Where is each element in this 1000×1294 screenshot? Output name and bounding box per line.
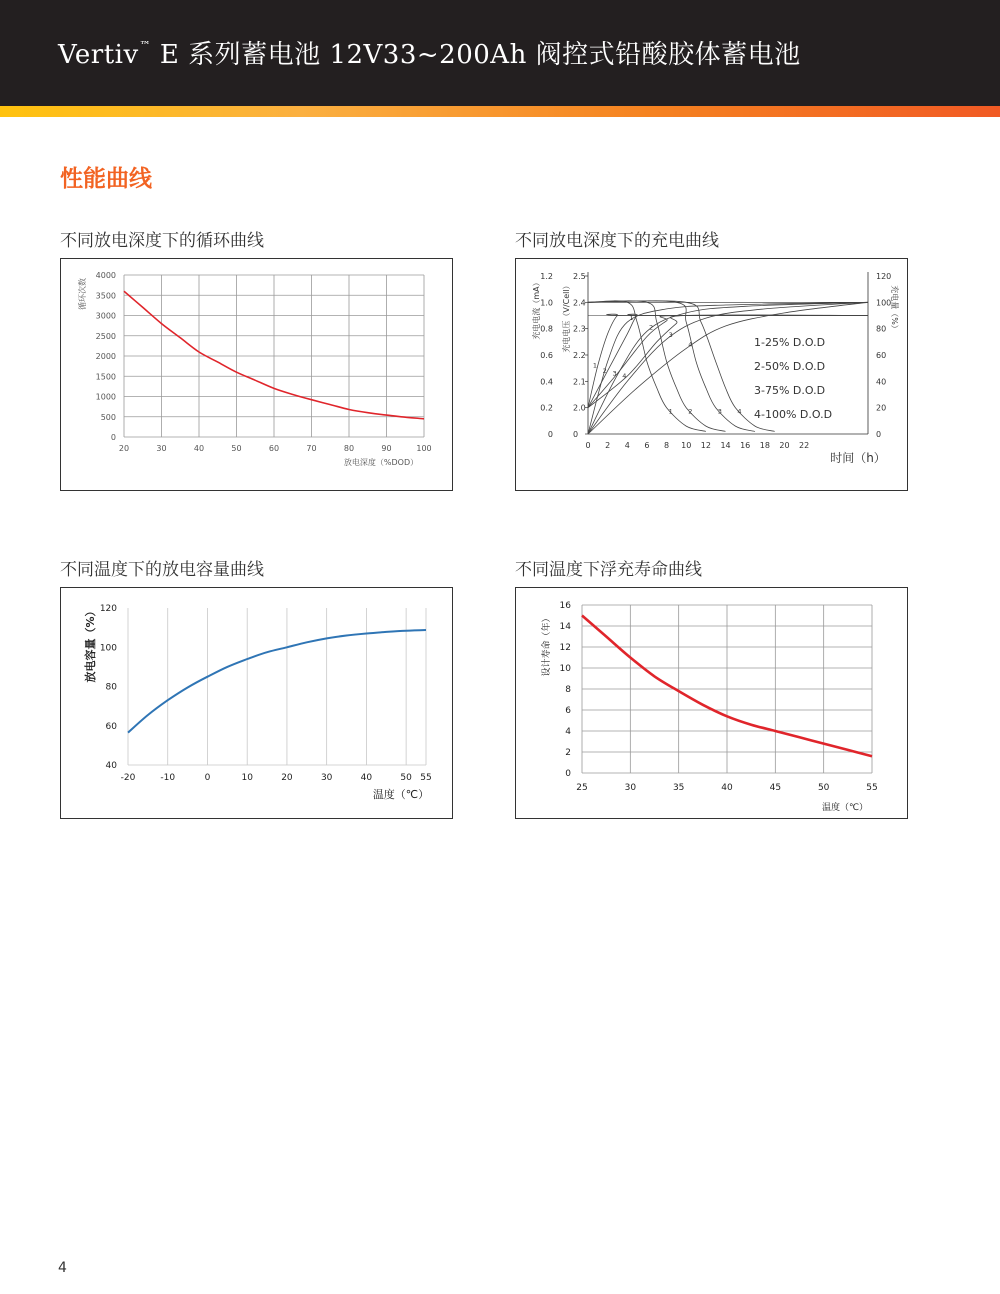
y-tick-label: 1500 [95, 372, 116, 382]
x-tick-label: 25 [576, 783, 588, 793]
y-tick-label: 2500 [95, 331, 116, 341]
y-tick-label-voltage: 2.1 [573, 377, 586, 387]
legend-entry: 3-75% D.O.D [754, 384, 826, 397]
current-curve-label: 3 [717, 407, 722, 416]
y-tick-label: 16 [559, 601, 571, 611]
x-tick-label: -10 [160, 773, 176, 783]
y-tick-label: 80 [105, 682, 117, 693]
y-tick-label: 60 [105, 721, 117, 732]
x-tick-label: 14 [720, 441, 731, 450]
y-tick-label-right: 60 [876, 351, 887, 360]
chart-temp-capacity [60, 587, 453, 819]
x-tick-label: 50 [231, 444, 242, 453]
header-bar [0, 0, 1000, 106]
y-axis-label-current: 充电电流（mA） [532, 278, 541, 340]
x-tick-label: 45 [769, 783, 782, 793]
y-axis-label: 循环次数 [78, 278, 87, 310]
y-tick-label: 3500 [95, 291, 116, 301]
y-tick-label: 2000 [95, 352, 116, 361]
chart-float-life [515, 587, 908, 819]
x-tick-label: 60 [268, 444, 280, 453]
y-tick-label: 8 [565, 685, 571, 695]
legend-entry: 1-25% D.O.D [754, 336, 826, 349]
y-tick-label: 40 [105, 761, 117, 771]
float-life-plot [516, 588, 909, 820]
temp-capacity-plot [61, 588, 454, 820]
x-tick-label: 30 [156, 444, 167, 453]
y-tick-label-right: 40 [876, 377, 887, 387]
brand-name: Vertiv [58, 40, 139, 70]
x-axis-label: 温度（℃） [821, 803, 869, 813]
y-tick-label-right: 0 [876, 430, 882, 439]
chart-title-temp-capacity: 不同温度下的放电容量曲线 [60, 560, 264, 580]
trademark-mark: ™ [139, 39, 152, 52]
chart-title-cycle-life: 不同放电深度下的循环曲线 [60, 231, 264, 251]
y-tick-label: 1000 [95, 392, 116, 402]
x-tick-label: 90 [381, 444, 392, 453]
x-tick-label: 70 [306, 444, 317, 453]
y-tick-label: 4 [565, 727, 571, 737]
current-curve-label: 4 [737, 407, 742, 416]
x-tick-label: 35 [672, 783, 685, 793]
y-tick-label-current: 0.2 [540, 403, 553, 413]
legend-entry: 4-100% D.O.D [754, 408, 833, 421]
y-tick-label: 12 [559, 643, 571, 653]
y-tick-label-right: 80 [876, 324, 887, 334]
y-tick-label: 14 [559, 622, 571, 632]
y-tick-label: 120 [99, 604, 117, 614]
x-axis-label: 温度（℃） [372, 788, 430, 801]
y-axis-label-right: 充电量（%） [890, 285, 899, 333]
chart-title-float-life: 不同温度下浮充寿命曲线 [515, 560, 702, 580]
x-tick-label: 80 [343, 444, 355, 453]
voltage-curve-label: 2 [602, 366, 607, 375]
x-tick-label: 18 [759, 441, 770, 450]
x-axis-label: 时间（h） [830, 451, 886, 465]
y-tick-label-current: 0 [547, 430, 553, 439]
capacity-curve-label: 1 [629, 314, 634, 323]
voltage-curve-label: 3 [612, 369, 617, 378]
voltage-curve-label: 4 [622, 372, 627, 381]
current-curve-label: 2 [688, 407, 693, 416]
y-tick-label: 500 [100, 412, 116, 422]
cycle-life-plot [61, 259, 454, 492]
y-tick-label-voltage: 2.3 [573, 324, 586, 334]
x-tick-label: 16 [740, 441, 751, 450]
x-tick-label: -20 [120, 773, 136, 783]
capacity-curve-label: 4 [688, 340, 693, 349]
charge-curve-plot [516, 259, 909, 492]
x-tick-label: 6 [644, 441, 650, 450]
legend-entry: 2-50% D.O.D [754, 360, 826, 373]
y-tick-label-right: 120 [876, 272, 892, 281]
y-tick-label-voltage: 2.2 [573, 351, 586, 360]
y-tick-label: 10 [559, 664, 571, 674]
series-line-capacity [128, 630, 426, 733]
y-tick-label: 100 [99, 643, 117, 654]
chart-title-charge-curve: 不同放电深度下的充电曲线 [515, 231, 719, 251]
y-tick-label-current: 1.2 [540, 272, 553, 281]
x-tick-label: 100 [416, 444, 432, 453]
capacity-curve-label: 2 [648, 323, 654, 332]
x-tick-label: 40 [360, 773, 373, 783]
page-number: 4 [58, 1260, 67, 1276]
x-tick-label: 8 [664, 441, 670, 450]
y-axis-label: 放电容量（%） [84, 605, 97, 683]
x-tick-label: 10 [241, 773, 253, 783]
y-tick-label-right: 100 [876, 298, 892, 308]
y-tick-label: 0 [110, 433, 116, 442]
y-axis-label: 设计寿命（年） [542, 613, 552, 677]
y-tick-label: 2 [565, 748, 571, 758]
chart-charge-curve [515, 258, 908, 491]
y-tick-label-current: 0.4 [540, 377, 553, 387]
voltage-curve-label: 1 [592, 361, 597, 370]
y-tick-label: 3000 [95, 311, 116, 321]
current-curve-2 [588, 301, 726, 432]
y-tick-label: 6 [565, 706, 571, 716]
y-tick-label: 4000 [95, 271, 116, 280]
y-tick-label-current: 0.8 [540, 324, 553, 334]
x-tick-label: 20 [118, 444, 130, 453]
x-tick-label: 0 [585, 441, 591, 450]
chart-cycle-life [60, 258, 453, 491]
x-tick-label: 20 [779, 441, 790, 450]
y-tick-label-current: 0.6 [540, 351, 553, 360]
current-curve-label: 1 [668, 407, 673, 416]
header-title [58, 34, 801, 71]
y-tick-label-current: 1.0 [540, 298, 553, 308]
x-tick-label: 30 [320, 773, 333, 783]
y-tick-label-voltage: 2.0 [573, 403, 586, 413]
x-tick-label: 40 [721, 783, 733, 793]
x-tick-label: 30 [624, 783, 637, 793]
section-title: 性能曲线 [60, 166, 152, 192]
x-tick-label: 12 [700, 441, 711, 450]
y-tick-label-voltage: 2.4 [573, 298, 586, 308]
x-tick-label: 50 [817, 783, 830, 793]
x-tick-label: 55 [866, 783, 878, 793]
header-subtitle: E 系列蓄电池 12V33~200Ah 阀控式铅酸胶体蓄电池 [151, 40, 801, 70]
x-axis-label: 放电深度（%DOD） [343, 458, 419, 467]
x-tick-label: 0 [204, 773, 211, 783]
y-axis-label-voltage: 充电电压（V/Cell） [562, 281, 571, 353]
x-tick-label: 4 [624, 441, 630, 450]
y-tick-label-voltage: 2.5 [573, 272, 586, 281]
x-tick-label: 22 [799, 441, 810, 450]
x-tick-label: 55 [420, 773, 432, 783]
x-tick-label: 40 [193, 444, 205, 453]
capacity-curve-label: 3 [668, 331, 673, 340]
y-tick-label-voltage: 0 [573, 430, 579, 439]
accent-gradient-bar [0, 106, 1000, 117]
x-tick-label: 50 [400, 773, 412, 783]
x-tick-label: 10 [681, 441, 692, 450]
x-tick-label: 2 [605, 441, 611, 450]
x-tick-label: 20 [281, 773, 293, 783]
y-tick-label: 0 [565, 769, 571, 779]
y-tick-label-right: 20 [876, 403, 887, 413]
